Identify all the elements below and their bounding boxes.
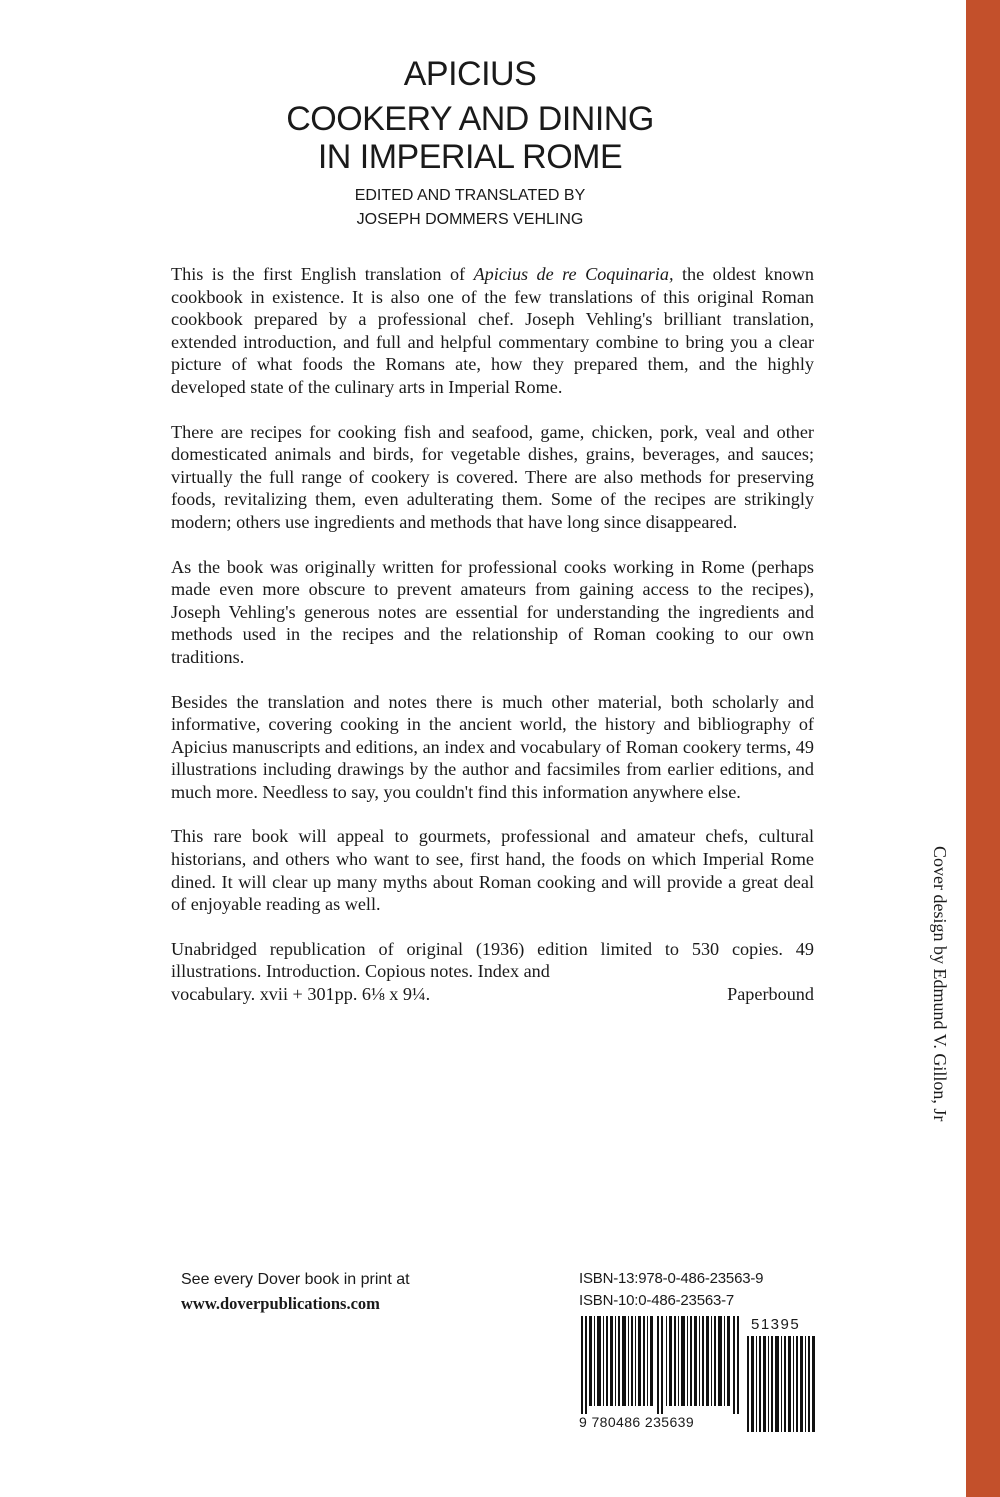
book-latin-title: Apicius de re Coquinaria, [473,264,674,284]
book-title [0,100,940,176]
price-addon-barcode-icon [745,1336,817,1432]
translator-credit-line-1: EDITED AND TRANSLATED BY [354,187,586,204]
cover-design-credit: Cover design by Edmund V. Gillon, Jr [930,846,950,1122]
ean-barcode-icon [579,1316,743,1414]
edition-specs [171,938,814,1006]
spine-color-strip [966,0,1000,1497]
paragraph-1-rest: the oldest known cookbook in existence. It is also one of the few translations of this original Roman cookbook prepared by a professional chef. Joseph Vehling's brilliant translation, extended introduction, and full and helpful commentary combine to bring you a clear picture of what foods the Romans ate, how they prepared them, and the highly developed state of the culinary arts in Imperial Rome. [171,264,814,397]
description-body [171,263,814,1006]
isbn-block [579,1268,819,1434]
barcode-digits: 9 780486 235639 [579,1414,694,1430]
dover-website-link[interactable]: www.doverpublications.com [181,1294,380,1313]
book-title-line-2: IN IMPERIAL ROME [317,138,623,176]
description-paragraph-4: Besides the translation and notes there is much other material, both scholarly and informative, covering cooking in the ancient world, the history and bibliography of Apicius manuscripts and editions, an index and vocabulary of Roman cookery terms, 49 illustrations including drawings by the author and facsimiles from earlier editions, and much more. Needless to say, you couldn't find this information anywhere else. [171,691,814,802]
description-paragraph-3: As the book was originally written for professional cooks working in Rome (perhaps made even more obscure to prevent amateurs from gaining access to the recipes), Joseph Vehling's generous notes are essential for understanding the ingredients and methods used in the recipes and the relationship of Roman cooking to our own traditions. [171,556,814,667]
description-paragraph-2: There are recipes for cooking fish and seafood, game, chicken, pork, veal and other domesticated animals and birds, for vegetable dishes, grains, beverages, and sauces; virtually the full range of cookery is covered. There are also methods for preserving foods, revitalizing them, even adulterating them. Some of the recipes are strikingly modern; others use ingredients and methods that have long since disappeared. [171,421,814,532]
translator-credit [0,184,940,232]
edition-specs-pages: vocabulary. xvii + 301pp. 6⅛ x 9¼. [171,984,431,1005]
paragraph-1-intro: This is the first English translation of [171,264,474,284]
isbn-10-label: ISBN-10:0-486-23563-7 [579,1292,735,1309]
barcode [579,1316,819,1434]
price-code: 51395 [751,1316,801,1333]
translator-credit-line-2: JOSEPH DOMMERS VEHLING [356,211,584,228]
edition-specs-line-1: Unabridged republication of original (1936) edition limited to 530 copies. 49 illustrations. Introduction. Copious notes. Index and [171,938,814,982]
book-author-heading: APICIUS [403,55,537,93]
edition-specs-line-2 [171,983,814,1006]
isbn-13-label: ISBN-13:978-0-486-23563-9 [579,1270,764,1287]
description-paragraph-5: This rare book will appeal to gourmets, professional and amateur chefs, cultural historians, and others who want to see, first hand, the foods on which Imperial Rome dined. It will clear up many myths about Roman cooking and will provide a great deal of enjoyable reading as well. [171,826,814,915]
dover-footer-text: See every Dover book in print at [181,1271,410,1288]
book-title-line-1: COOKERY AND DINING [286,100,654,138]
dover-footer [181,1268,410,1316]
binding-type: Paperbound [727,984,814,1005]
description-paragraph-1 [171,263,814,399]
